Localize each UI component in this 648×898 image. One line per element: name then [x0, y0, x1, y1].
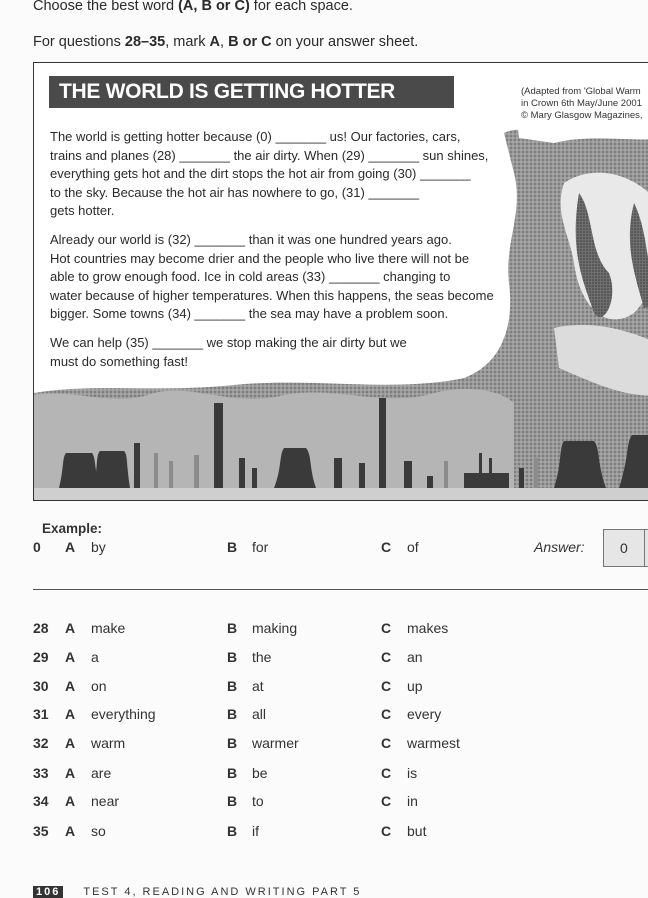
option-letter-b: B — [227, 823, 238, 839]
question-number: 30 — [33, 678, 49, 694]
question-row — [0, 735, 648, 755]
option-letter-a: A — [65, 823, 76, 839]
footer-text: TEST 4, READING AND WRITING PART 5 — [83, 886, 362, 898]
instruction-line-2: For questions 28–35, mark A, B or C on your answer sheet. — [33, 34, 419, 50]
option-letter-c: C — [381, 620, 392, 636]
question-row — [0, 620, 648, 640]
option-letter-a: A — [65, 706, 76, 722]
question-row — [0, 793, 648, 813]
option-a-word: make — [91, 620, 126, 636]
option-c-word: in — [407, 793, 418, 809]
option-letter-c: C — [381, 678, 392, 694]
option-letter-a: A — [65, 678, 76, 694]
question-row — [0, 678, 648, 698]
option-letter-c: C — [381, 706, 392, 722]
option-a-word: so — [91, 823, 106, 839]
option-letter-b: B — [227, 649, 238, 665]
question-row — [0, 765, 648, 785]
option-letter-a: A — [65, 620, 76, 636]
option-b-word: the — [252, 649, 272, 665]
option-c-word: every — [407, 706, 442, 722]
option-a-word: a — [91, 649, 99, 665]
option-c-word: is — [407, 765, 418, 781]
option-letter-c: C — [381, 793, 392, 809]
option-letter-a: A — [65, 793, 76, 809]
option-b-word: all — [252, 706, 267, 722]
option-c-word: up — [407, 678, 423, 694]
example-answer-box: 0 — [603, 529, 648, 567]
option-letter-b: B — [227, 706, 238, 722]
reading-passage-box — [33, 62, 648, 501]
option-letter-a: A — [65, 735, 76, 751]
option-a-word: on — [91, 678, 107, 694]
question-number: 28 — [33, 620, 49, 636]
option-a-word: warm — [91, 735, 126, 751]
option-letter-b: B — [227, 793, 238, 809]
option-b-word: be — [252, 765, 268, 781]
question-number: 35 — [33, 823, 49, 839]
example-label: Example: — [42, 521, 103, 536]
option-letter-b: B — [227, 735, 238, 751]
question-row — [0, 823, 648, 843]
question-number: 33 — [33, 765, 49, 781]
option-c-word: an — [407, 649, 423, 665]
page-footer — [33, 886, 361, 898]
passage-paragraph-3: We can help (35) _______ we stop making the air dirty but we must do something fast! — [50, 335, 407, 369]
option-letter-c: C — [381, 649, 392, 665]
question-number: 31 — [33, 706, 49, 722]
option-a-word: near — [91, 793, 120, 809]
passage-paragraph-2: Already our world is (32) _______ than it was one hundred years ago. Hot countries may become drier and the people who live there will not be able to grow enough food. Ice in cold areas (33) _______ changing to water because of higher temperatures. When this happens, the seas become bigger. Some towns (34) _______ the sea may have a problem soon. — [50, 232, 494, 321]
question-row — [0, 706, 648, 726]
option-letter-c: C — [381, 765, 392, 781]
option-letter-c: C — [381, 735, 392, 751]
option-c-word: warmest — [407, 735, 460, 751]
instruction-line-1: Choose the best word (A, B or C) for each space. — [33, 0, 353, 14]
question-row — [0, 649, 648, 669]
passage-title: THE WORLD IS GETTING HOTTER — [49, 76, 454, 108]
option-a-word: are — [91, 765, 112, 781]
passage-paragraph-1: The world is getting hotter because (0) _______ us! Our factories, cars, trains and planes (28) _______ the air dirty. When (29) _______ sun shines, everything gets hot and the dirt stops the hot air from going (30) _______ to the sky. Because the hot air has nowhere to go, (31) _______ gets hotter. — [50, 129, 489, 218]
option-letter-a: A — [65, 649, 76, 665]
option-b-word: if — [252, 823, 259, 839]
source-citation: (Adapted from 'Global Warm in Crown 6th May/June 2001 © Mary Glasgow Magazines, — [521, 86, 643, 121]
example-row: 0 A by B for C of — [33, 539, 419, 555]
question-number: 32 — [33, 735, 49, 751]
option-letter-c: C — [381, 823, 392, 839]
page-number: 106 — [33, 886, 63, 898]
option-letter-b: B — [227, 620, 238, 636]
separator-line — [33, 589, 648, 590]
question-number: 29 — [33, 649, 49, 665]
option-b-word: making — [252, 620, 298, 636]
question-number: 34 — [33, 793, 49, 809]
option-b-word: to — [252, 793, 264, 809]
option-c-word: but — [407, 823, 427, 839]
option-letter-b: B — [227, 765, 238, 781]
option-b-word: warmer — [252, 735, 299, 751]
option-letter-b: B — [227, 678, 238, 694]
answer-label: Answer: — [534, 539, 585, 555]
option-a-word: everything — [91, 706, 156, 722]
option-letter-a: A — [65, 765, 76, 781]
option-c-word: makes — [407, 620, 449, 636]
option-b-word: at — [252, 678, 264, 694]
